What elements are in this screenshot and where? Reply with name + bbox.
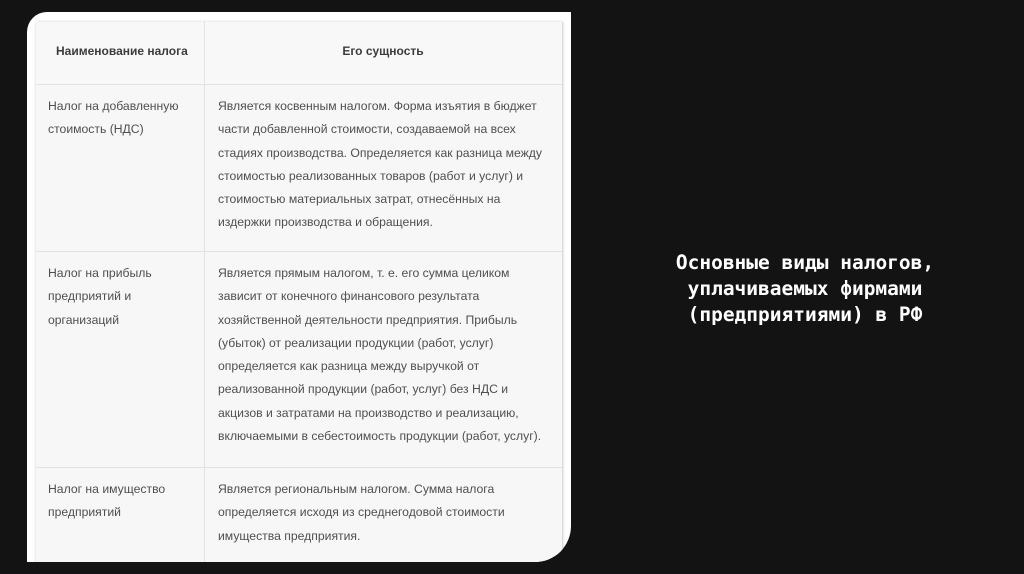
table-card	[27, 12, 571, 562]
tax-essence-cell: Является прямым налогом, т. е. его сумма целиком зависит от конечного финансового результата хозяйственной деятельности предприятия. Прибыль (убыток) от реализации продукции (работ, услуг) определяется как разница между выручкой от реализованной продукции (работ, услуг) без НДС и акцизов и затратами на производство и реализацию, включаемыми в себестоимость продукции (работ, услуг).	[218, 266, 542, 444]
slide-title: Основные виды налогов, уплачиваемых фирмами (предприятиями) в РФ	[675, 251, 935, 326]
tax-name-cell: Налог на добавленную стоимость (НДС)	[48, 99, 179, 137]
column-divider	[204, 22, 205, 562]
header-essence: Его сущность	[342, 44, 424, 58]
header-tax-name: Наименование налога	[56, 44, 188, 58]
table-row	[36, 468, 562, 562]
table-row	[36, 85, 562, 252]
tax-essence-cell: Является региональным налогом. Сумма налога определяется исходя из среднегодовой стоимости имущества предприятия.	[218, 482, 505, 543]
table-row	[36, 252, 562, 468]
tax-name-cell: Налог на прибыль предприятий и организаций	[48, 266, 152, 327]
tax-name-cell: Налог на имущество предприятий	[48, 482, 166, 520]
table-header-row	[36, 22, 562, 85]
tax-essence-cell: Является косвенным налогом. Форма изъятия в бюджет части добавленной стоимости, создаваемой на всех стадиях производства. Определяется как разница между стоимостью реализованных товаров (работ и услуг) и стоимостью материальных затрат, отнесённых на издержки производства и обращения.	[218, 99, 543, 230]
tax-table	[36, 22, 563, 562]
